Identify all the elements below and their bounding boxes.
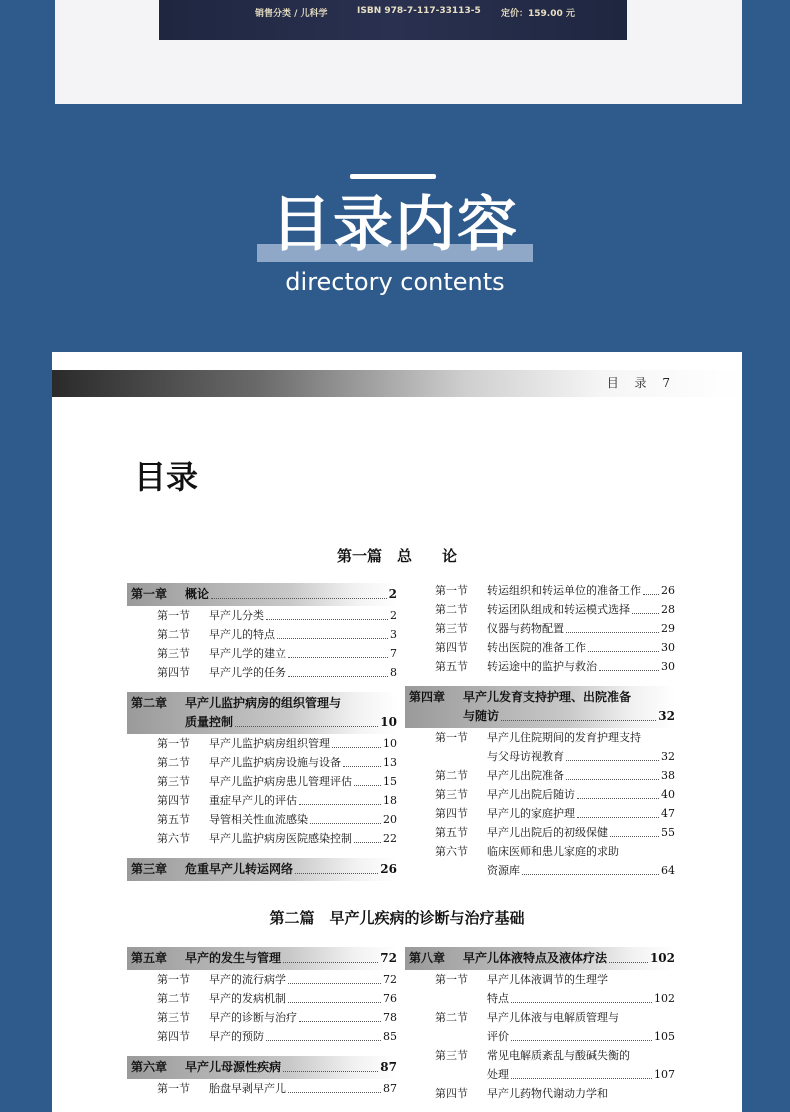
entry-title: 评价 [487,1030,509,1043]
entry-title: 危重早产儿转运网络 [185,862,294,876]
entry-title: 早产儿监护病房设施与设备 [209,756,341,769]
entry-page: 26 [380,862,397,876]
toc-chapter [127,692,397,734]
entry-title: 早产儿体液调节的生理学 [487,973,608,986]
toc-chapter [127,858,397,881]
entry-title: 早产的发病机制 [209,992,286,1005]
entry-page: 30 [661,660,675,673]
entry-title: 早产儿药物代谢动力学和 [487,1087,608,1100]
entry-number: 第三节 [157,647,190,660]
entry-title: 重症早产儿的评估 [209,794,297,807]
entry-title: 早产儿出院后随访 [487,788,575,801]
entry-number: 第六节 [435,845,468,858]
entry-page: 10 [380,715,397,729]
entry-number: 第六节 [157,832,190,845]
cover-price: 定价：159.00 元 [501,9,575,19]
entry-title: 早产儿出院准备 [487,769,564,782]
entry-page: 38 [661,769,675,782]
entry-title: 转运团队组成和转运模式选择 [487,603,630,616]
dot-leader [511,989,652,1003]
entry-page: 78 [383,1011,397,1024]
toc-section [405,804,675,823]
dot-leader [299,791,381,805]
entry-number: 第四节 [157,666,190,679]
entry-number: 第三节 [435,622,468,635]
dot-leader [266,606,388,620]
entry-page: 72 [380,951,397,965]
dot-leader [266,1027,381,1041]
entry-number: 第五章 [131,951,168,965]
entry-number: 第二节 [157,992,190,1005]
entry-title: 转运组织和转运单位的准备工作 [487,584,641,597]
entry-title: 早产儿学的建立 [209,647,286,660]
dot-leader [599,657,659,671]
entry-title: 早产儿分类 [209,609,264,622]
entry-number: 第四节 [157,1030,190,1043]
entry-number: 第三节 [435,1049,468,1062]
entry-title: 早产儿监护病房医院感染控制 [209,832,352,845]
dot-leader [295,860,378,874]
dot-leader [235,713,378,727]
dot-leader [588,638,659,652]
entry-title: 质量控制 [185,715,234,729]
entry-page: 32 [658,709,675,723]
toc-section [405,1008,675,1046]
toc-section [405,842,675,880]
entry-page: 55 [661,826,675,839]
entry-title: 早产的发生与管理 [185,951,282,965]
toc-section [405,823,675,842]
dot-leader [343,753,381,767]
toc-section [405,600,675,619]
toc-section [127,644,397,663]
entry-title: 早产儿监护病房组织管理 [209,737,330,750]
toc-column [127,577,397,881]
dot-leader [609,949,648,963]
entry-page: 18 [383,794,397,807]
entry-number: 第四章 [409,690,446,704]
entry-number: 第一章 [131,587,168,601]
toc-section [127,791,397,810]
entry-page: 47 [661,807,675,820]
entry-page: 10 [383,737,397,750]
entry-title: 常见电解质紊乱与酸碱失衡的 [487,1049,630,1062]
decorative-line [350,174,436,179]
entry-title: 早产儿体液特点及液体疗法 [463,951,608,965]
entry-number: 第五节 [435,826,468,839]
entry-title: 特点 [487,992,509,1005]
entry-page: 20 [383,813,397,826]
dot-leader [283,949,378,963]
toc-heading: 目录 [134,458,199,496]
entry-page: 87 [380,1060,397,1074]
entry-number: 第一节 [157,1082,190,1095]
entry-number: 第四节 [157,794,190,807]
entry-page: 72 [383,973,397,986]
toc-section [127,606,397,625]
dot-leader [354,772,381,786]
toc-chapter [405,686,675,728]
entry-title: 资源库 [487,864,520,877]
dot-leader [566,619,659,633]
entry-page: 32 [661,750,675,763]
dot-leader [310,810,381,824]
toc-section [127,772,397,791]
toc-section [405,970,675,1008]
dot-leader [211,585,387,599]
entry-page: 2 [390,609,397,622]
book-cover-bottom [159,0,627,40]
entry-title: 临床医师和患儿家庭的求助 [487,845,619,858]
entry-title: 转运途中的监护与救治 [487,660,597,673]
entry-page: 29 [661,622,675,635]
toc-section [127,753,397,772]
entry-number: 第一节 [157,973,190,986]
toc-chapter [127,947,397,970]
entry-page: 22 [383,832,397,845]
toc-section [405,581,675,600]
dot-leader [577,785,659,799]
entry-number: 第二节 [435,1011,468,1024]
dot-leader [354,829,381,843]
entry-title: 早产儿的特点 [209,628,275,641]
toc-section [405,728,675,766]
entry-number: 第一节 [157,737,190,750]
entry-page: 28 [661,603,675,616]
entry-number: 第一节 [435,584,468,597]
toc-chapter [405,947,675,970]
entry-number: 第六章 [131,1060,168,1074]
dot-leader [288,970,381,984]
toc-section [127,625,397,644]
dot-leader [332,734,381,748]
entry-title: 早产儿监护病房的组织管理与 [185,696,342,710]
entry-number: 第四节 [435,641,468,654]
entry-number: 第四节 [435,1087,468,1100]
entry-title: 仪器与药物配置 [487,622,564,635]
entry-title: 早产儿住院期间的发育护理支持 [487,731,641,744]
entry-number: 第三节 [157,775,190,788]
entry-page: 15 [383,775,397,788]
toc-section [127,829,397,848]
toc-column [405,941,675,1103]
entry-page: 40 [661,788,675,801]
toc-section [405,619,675,638]
dot-leader [522,861,659,875]
toc-section [405,657,675,676]
entry-title: 导管相关性血流感染 [209,813,308,826]
entry-title: 转出医院的准备工作 [487,641,586,654]
entry-page: 87 [383,1082,397,1095]
part-title: 第二篇 早产儿疾病的诊断与治疗基础 [269,909,525,927]
entry-page: 76 [383,992,397,1005]
entry-number: 第二节 [157,756,190,769]
entry-page: 13 [383,756,397,769]
dot-leader [643,581,659,595]
entry-number: 第五节 [435,660,468,673]
toc-section [127,1008,397,1027]
entry-page: 107 [654,1068,675,1081]
toc-section [405,1084,675,1103]
entry-number: 第五节 [157,813,190,826]
dot-leader [277,625,388,639]
toc-section [127,734,397,753]
toc-section [405,1046,675,1084]
dot-leader [288,663,388,677]
cover-category: 销售分类 / 儿科学 [255,9,328,19]
dot-leader [511,1065,652,1079]
dot-leader [610,823,659,837]
entry-page: 8 [390,666,397,679]
toc-column [405,581,675,880]
entry-title: 早产儿学的任务 [209,666,286,679]
dot-leader [501,707,656,721]
entry-number: 第二节 [157,628,190,641]
entry-number: 第三章 [131,862,168,876]
entry-page: 30 [661,641,675,654]
entry-number: 第一节 [435,731,468,744]
dot-leader [632,600,659,614]
entry-title: 早产儿的家庭护理 [487,807,575,820]
entry-page: 2 [388,587,397,601]
running-header: 目 录 7 [606,376,676,390]
toc-section [127,663,397,682]
entry-title: 早产儿监护病房患儿管理评估 [209,775,352,788]
entry-number: 第四节 [435,807,468,820]
toc-section [127,1027,397,1046]
entry-title: 处理 [487,1068,509,1081]
toc-section [405,785,675,804]
entry-number: 第一节 [157,609,190,622]
part-title: 第一篇 总 论 [336,547,457,565]
entry-title: 早产的诊断与治疗 [209,1011,297,1024]
cover-isbn: ISBN 978-7-117-33113-5 [357,6,481,16]
entry-number: 第三节 [157,1011,190,1024]
entry-page: 26 [661,584,675,597]
entry-title: 早产儿体液与电解质管理与 [487,1011,619,1024]
entry-title: 早产儿母源性疾病 [185,1060,282,1074]
dot-leader [288,1079,381,1093]
dot-leader [566,747,659,761]
dot-leader [283,1058,378,1072]
entry-page: 102 [654,992,675,1005]
entry-number: 第八章 [409,951,446,965]
entry-title: 与父母访视教育 [487,750,564,763]
entry-number: 第一节 [435,973,468,986]
entry-title: 早产的预防 [209,1030,264,1043]
dot-leader [288,644,388,658]
entry-page: 3 [390,628,397,641]
entry-number: 第二节 [435,603,468,616]
entry-page: 7 [390,647,397,660]
banner-subtitle: directory contents [285,268,505,296]
toc-section [127,970,397,989]
toc-section [127,810,397,829]
dot-leader [288,989,381,1003]
toc-section [127,1079,397,1098]
entry-number: 第二章 [131,696,168,710]
entry-page: 85 [383,1030,397,1043]
toc-section [127,989,397,1008]
book-cover-panel [55,0,742,104]
dot-leader [511,1027,652,1041]
entry-title: 早产儿出院后的初级保健 [487,826,608,839]
toc-page [52,352,742,1112]
toc-chapter [127,1056,397,1079]
dot-leader [299,1008,381,1022]
entry-page: 64 [661,864,675,877]
entry-title: 与随访 [463,709,500,723]
entry-title: 概论 [185,587,210,601]
dot-leader [566,766,659,780]
toc-chapter [127,583,397,606]
entry-number: 第三节 [435,788,468,801]
entry-title: 早产的流行病学 [209,973,286,986]
entry-page: 102 [649,951,675,965]
toc-column [127,941,397,1098]
entry-page: 105 [654,1030,675,1043]
entry-number: 第二节 [435,769,468,782]
toc-section [405,638,675,657]
entry-title: 胎盘早剥早产儿 [209,1082,286,1095]
banner-title: 目录内容 [271,190,519,260]
dot-leader [577,804,659,818]
entry-title: 早产儿发育支持护理、出院准备 [463,690,632,704]
toc-section [405,766,675,785]
